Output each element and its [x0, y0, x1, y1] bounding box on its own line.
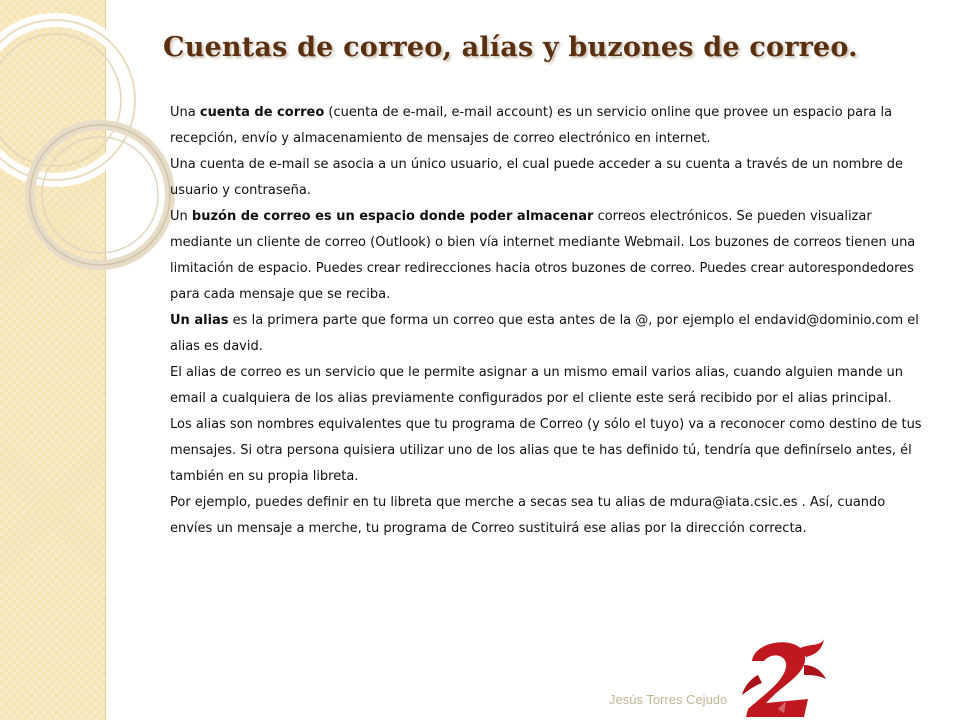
slide-title: Cuentas de correo, alías y buzones de correo.	[163, 32, 858, 63]
body-paragraph: Un buzón de correo es un espacio donde poder almacenar correos electrónicos. Se pueden visualizar mediante un cliente de correo (Outlook) o bien vía internet mediante Webmail. Los buzones de correos tienen una limitación de espacio. Puedes crear redirecciones hacia otros buzones de correo. Puedes crear autorespondedores para cada mensaje que se reciba.	[170, 209, 916, 302]
slide-body	[170, 100, 930, 542]
body-paragraph: Una cuenta de e-mail se asocia a un único usuario, el cual puede acceder a su cuenta a través de un nombre de usuario y contraseña.	[170, 157, 904, 198]
emphasis-text: buzón de correo es un espacio donde poder almacenar	[191, 209, 594, 224]
body-paragraph: Un alias es la primera parte que forma un correo que esta antes de la @, por ejemplo el endavid@dominio.com el alias es david.	[170, 313, 919, 354]
footer-author: Jesús Torres Cejudo	[609, 692, 728, 707]
red-dragon-number-two-logo	[738, 635, 828, 720]
body-paragraph: El alias de correo es un servicio que le permite asignar a un mismo email varios alias, cuando alguien mande un email a cualquiera de los alias previamente configurados por el cliente este será recibido por el alias principal.	[170, 365, 903, 406]
emphasis-text: Un alias	[170, 313, 229, 328]
emphasis-text: cuenta de correo	[199, 105, 325, 120]
concentric-rings-icon	[0, 0, 190, 330]
body-paragraph: Una cuenta de correo (cuenta de e-mail, e-mail account) es un servicio online que provee un espacio para la recepción, envío y almacenamiento de mensajes de correo electrónico en internet.	[170, 105, 893, 146]
body-paragraph: Por ejemplo, puedes definir en tu libreta que merche a secas sea tu alias de mdura@iata.csic.es . Así, cuando envíes un mensaje a merche, tu programa de Correo sustituirá ese alias por la dirección correcta.	[170, 495, 886, 536]
body-paragraph: Los alias son nombres equivalentes que tu programa de Correo (y sólo el tuyo) va a reconocer como destino de tus mensajes. Si otra persona quisiera utilizar uno de los alias que te has definido tú, tendría que definírselo antes, él también en su propia libreta.	[170, 417, 922, 484]
